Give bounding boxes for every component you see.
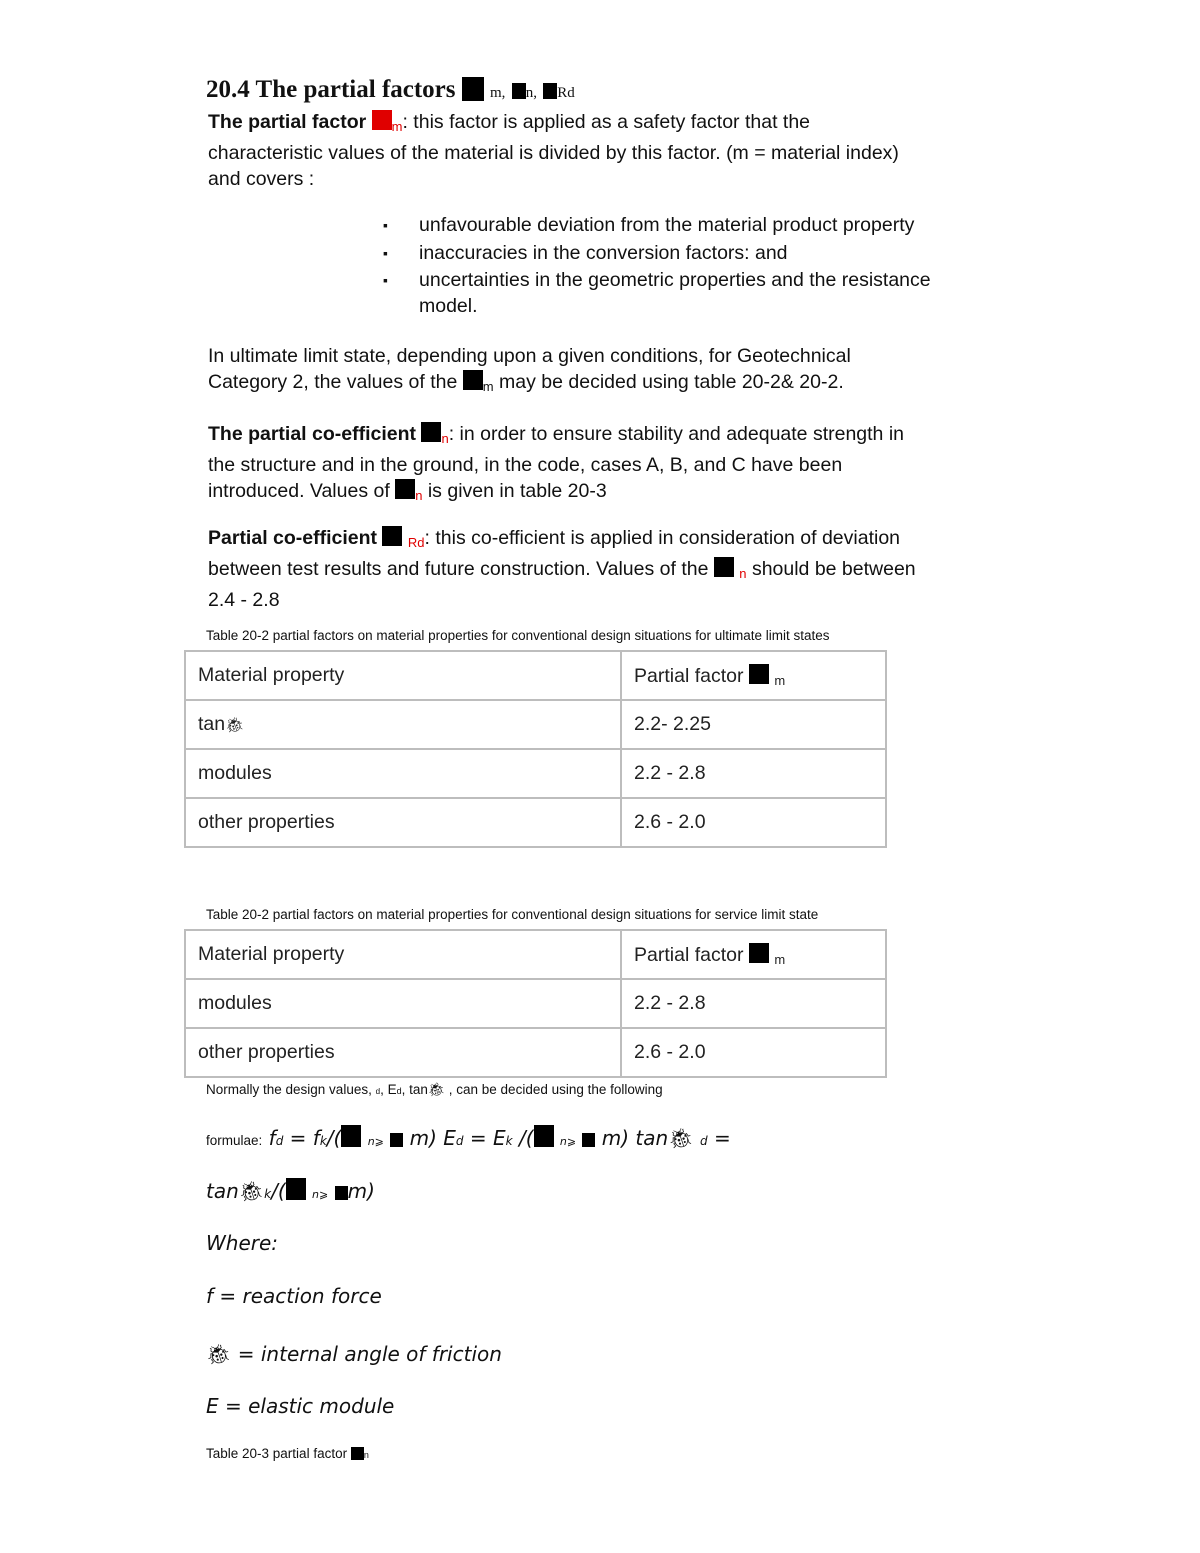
sub-n: n [363, 1450, 369, 1460]
p1-line3: and covers : [208, 168, 315, 190]
header-partial-factor [621, 930, 886, 979]
gamma-symbol-icon [512, 83, 526, 99]
formula-line-1: formulae: fd = fk/( n⩾ m) Ed = Ek /( n⩾ m) tan🐞︎ d = [206, 1126, 731, 1150]
term-partial-coefficient: The partial co-efficient [208, 423, 417, 445]
gamma-symbol-icon [341, 1125, 361, 1147]
p3-line3a: introduced. Values of [208, 480, 390, 502]
sub-d: d [375, 1087, 381, 1096]
bullet-icon: ▪ [383, 245, 388, 261]
formula-line-2: tan🐞︎k/( n⩾ m) [206, 1179, 375, 1203]
table-caption [206, 1446, 369, 1461]
intro-text: , can be decided using the following [445, 1082, 663, 1097]
phi-symbol-icon: 🐞︎ [225, 717, 245, 734]
where-item: f = reaction force [206, 1284, 382, 1308]
sub-m: m [391, 119, 403, 134]
table-row [185, 979, 886, 1028]
p4-line3: 2.4 - 2.8 [208, 589, 280, 611]
p2-line2b: may be decided using table 20-2& 20-2. [499, 371, 844, 393]
header-partial-factor [621, 651, 886, 700]
p4-line2a: between test results and future construction. Values of the [208, 558, 709, 580]
list-item [383, 240, 788, 266]
gamma-symbol-icon [463, 370, 483, 390]
formula-sub: k [264, 1187, 272, 1201]
formula-sub: k [505, 1134, 513, 1148]
p2-line2a: Category 2, the values of the [208, 371, 458, 393]
table-cell: modules [185, 749, 621, 798]
p3-line1: : in order to ensure stability and adequate strength in [448, 423, 904, 445]
table-cell: modules [185, 979, 621, 1028]
gamma-symbol-icon [462, 77, 484, 101]
list-item [383, 212, 915, 238]
intro-text: , tan [401, 1082, 428, 1097]
table-caption: Table 20-2 partial factors on material properties for conventional design situations for service limit state [206, 907, 819, 922]
paragraph-ultimate-limit-state [208, 343, 851, 400]
table-ultimate-limit [184, 650, 887, 848]
formulae-label: formulae: [206, 1133, 263, 1148]
gamma-symbol-icon [749, 943, 769, 963]
gamma-symbol-icon [382, 526, 402, 546]
formula-text: m) [347, 1179, 375, 1203]
p3-line2: the structure and in the ground, in the code, cases A, B, and C have been [208, 454, 843, 476]
formula-text: tan [206, 1179, 239, 1203]
heading-sub-rd: Rd [557, 85, 575, 101]
p4-line2b: should be between [751, 558, 916, 580]
formula-sub: n [367, 1135, 375, 1148]
gamma-symbol-icon [421, 422, 441, 442]
p3-line3b: is given in table 20-3 [427, 480, 607, 502]
header-material-property: Material property [185, 651, 621, 700]
table-cell: 2.2 - 2.8 [621, 749, 886, 798]
formula-text: f [268, 1126, 276, 1150]
table-row [185, 1028, 886, 1077]
sub-m: m [774, 672, 786, 688]
table-cell: 2.6 - 2.0 [621, 798, 886, 847]
gamma-symbol-icon [372, 110, 392, 130]
formula-text: = E [463, 1126, 506, 1150]
table-cell: 2.2 - 2.8 [621, 979, 886, 1028]
gamma-symbol-icon [390, 1133, 403, 1147]
list-item-text: model. [419, 295, 478, 317]
formula-sub: d [455, 1134, 464, 1148]
table-row [185, 700, 886, 749]
formula-sub: k [319, 1134, 327, 1148]
term-partial-factor: The partial factor [208, 111, 367, 133]
table-cell: other properties [185, 798, 621, 847]
sub-d: d [396, 1086, 402, 1096]
table-header-row [185, 930, 886, 979]
table-cell: 2.6 - 2.0 [621, 1028, 886, 1077]
intro-text: Normally the design values, [206, 1082, 372, 1097]
list-item-text: unfavourable deviation from the material product property [419, 214, 915, 236]
formula-text: m) [601, 1126, 630, 1150]
gamma-symbol-icon [395, 479, 415, 499]
gamma-symbol-icon [335, 1186, 348, 1200]
table-header-row [185, 651, 886, 700]
bullet-icon: ▪ [383, 217, 388, 233]
phi-symbol-icon: 🐞︎ [238, 1179, 265, 1203]
table-cell: other properties [185, 1028, 621, 1077]
formula-sub: d [699, 1134, 708, 1148]
term-partial-coefficient-rd: Partial co-efficient [208, 527, 378, 549]
table-row [185, 749, 886, 798]
formula-sub: n [312, 1188, 320, 1201]
gamma-symbol-icon [286, 1178, 306, 1200]
phi-symbol-icon: 🐞︎ [427, 1082, 446, 1097]
p1-line1: : this factor is applied as a safety factor that the [402, 111, 811, 133]
formula-text: m) [409, 1126, 437, 1150]
formula-text: /( [326, 1126, 342, 1150]
formula-text: = [707, 1126, 731, 1150]
sub-n: n [415, 488, 423, 503]
gamma-symbol-icon [534, 1125, 554, 1147]
bullet-icon: ▪ [383, 272, 388, 288]
gamma-symbol-icon [749, 664, 769, 684]
sub-m: m [482, 379, 494, 394]
heading-sub-m: m, [490, 85, 506, 101]
where-label: Where: [206, 1231, 279, 1255]
intro-text: , E [380, 1082, 397, 1097]
sub-n: n [441, 431, 449, 446]
header-material-property: Material property [185, 930, 621, 979]
p2-line1: In ultimate limit state, depending upon a given conditions, for Geotechnical [208, 345, 851, 367]
where-item [206, 1342, 502, 1366]
header-partial-factor-label: Partial factor [634, 943, 744, 966]
formula-intro [206, 1082, 663, 1098]
formula-sub: d [275, 1134, 284, 1148]
table-row [185, 798, 886, 847]
table-cell: 2.2- 2.25 [621, 700, 886, 749]
list-item-text: inaccuracies in the conversion factors: and [419, 242, 788, 264]
formula-text: E [436, 1126, 456, 1150]
header-partial-factor-label: Partial factor [634, 664, 744, 687]
list-item-text: uncertainties in the geometric properties and the resistance [419, 269, 931, 291]
formula-text: /( [512, 1126, 534, 1150]
section-heading [206, 76, 575, 104]
formula-text: tan [629, 1126, 669, 1150]
phi-symbol-icon: 🐞︎ [206, 1342, 232, 1366]
formula-sub: n [559, 1135, 567, 1148]
p1-line2: characteristic values of the material is divided by this factor. (m = material index) [208, 142, 899, 164]
heading-text: 20.4 The partial factors [206, 76, 456, 103]
gamma-symbol-icon [582, 1133, 595, 1147]
caption-text: Table 20-3 partial factor [206, 1446, 348, 1461]
list-item [383, 267, 931, 319]
table-service-limit [184, 929, 887, 1078]
gamma-symbol-icon [543, 83, 557, 99]
gamma-symbol-icon [714, 557, 734, 577]
paragraph-partial-factor-m [208, 109, 899, 192]
formula-text: /( [271, 1179, 286, 1203]
sub-m: m [774, 951, 786, 967]
p4-line1: : this co-efficient is applied in consideration of deviation [424, 527, 901, 549]
phi-symbol-icon: 🐞︎ [668, 1126, 694, 1150]
paragraph-partial-coefficient-n [208, 421, 904, 509]
table-caption: Table 20-2 partial factors on material properties for conventional design situations for ultimate limit states [206, 628, 830, 643]
where-item: E = elastic module [206, 1394, 395, 1418]
paragraph-partial-coefficient-rd [208, 525, 916, 613]
table-cell [185, 700, 621, 749]
gamma-symbol-icon [351, 1447, 364, 1460]
heading-sub-n: n, [525, 85, 537, 101]
where-item-text: = internal angle of friction [237, 1342, 502, 1366]
sub-rd: Rd [407, 535, 425, 550]
cell-text: tan [198, 713, 226, 735]
sub-n: n [739, 566, 747, 581]
formula-text: = f [283, 1126, 320, 1150]
